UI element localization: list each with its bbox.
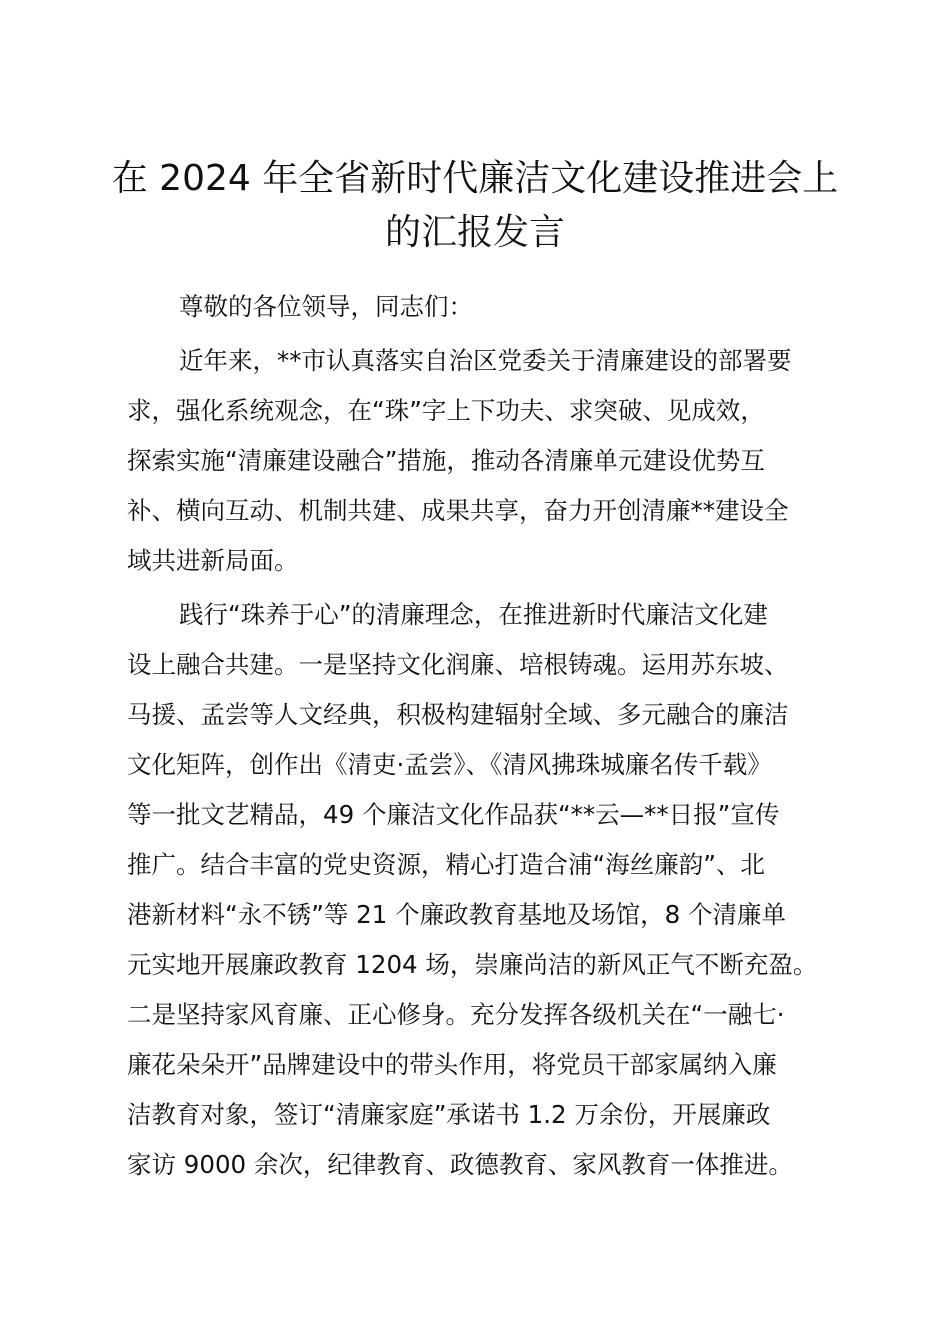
paragraph-line: 廉花朵朵开”品牌建设中的带头作用，将党员干部家属纳入廉 bbox=[127, 1050, 777, 1079]
paragraph-line: 文化矩阵，创作出《清吏·孟尝》、《清风拂珠城廉名传千载》 bbox=[127, 750, 772, 779]
paragraph-line: 补、横向互动、机制共建、成果共享，奋力开创清廉**建设全 bbox=[127, 496, 789, 525]
paragraph-line: 马援、孟尝等人文经典，积极构建辐射全域、多元融合的廉洁 bbox=[127, 700, 789, 729]
title-line-2: 的汇报发言 bbox=[384, 212, 565, 253]
paragraph-1 bbox=[127, 336, 847, 586]
paragraph-line: 近年来，**市认真落实自治区党委关于清廉建设的部署要 bbox=[179, 346, 792, 375]
paragraph-line: 家访 9000 余次，纪律教育、政德教育、家风教育一体推进。 bbox=[127, 1150, 793, 1179]
paragraph-2 bbox=[127, 590, 847, 1190]
paragraph-line: 等一批文艺精品，49 个廉洁文化作品获“**云—**日报”宣传 bbox=[127, 800, 780, 829]
document-body bbox=[127, 282, 847, 1190]
paragraph-line: 港新材料“永不锈”等 21 个廉政教育基地及场馆，8 个清廉单 bbox=[127, 900, 787, 929]
paragraph-line: 践行“珠养于心”的清廉理念，在推进新时代廉洁文化建 bbox=[179, 600, 768, 629]
salutation: 尊敬的各位领导，同志们： bbox=[179, 292, 473, 321]
paragraph-line: 元实地开展廉政教育 1204 场，崇廉尚洁的新风正气不断充盈。 bbox=[127, 950, 818, 979]
paragraph-line: 设上融合共建。一是坚持文化润廉、培根铸魂。运用苏东坡、 bbox=[127, 650, 789, 679]
title-line-1: 在 2024 年全省新时代廉洁文化建设推进会上 bbox=[111, 158, 839, 199]
paragraph-line: 求，强化系统观念，在“珠”字上下功夫、求突破、见成效， bbox=[127, 396, 765, 425]
paragraph-line: 域共进新局面。 bbox=[127, 546, 299, 575]
paragraph-line: 探索实施“清廉建设融合”措施，推动各清廉单元建设优势互 bbox=[127, 446, 765, 475]
document-title bbox=[100, 152, 850, 260]
paragraph-line: 推广。结合丰富的党史资源，精心打造合浦“海丝廉韵”、北 bbox=[127, 850, 765, 879]
paragraph-line: 二是坚持家风育廉、正心修身。充分发挥各级机关在“一融七· bbox=[127, 1000, 785, 1029]
paragraph-line: 洁教育对象，签订“清廉家庭”承诺书 1.2 万余份，开展廉政 bbox=[127, 1100, 771, 1129]
